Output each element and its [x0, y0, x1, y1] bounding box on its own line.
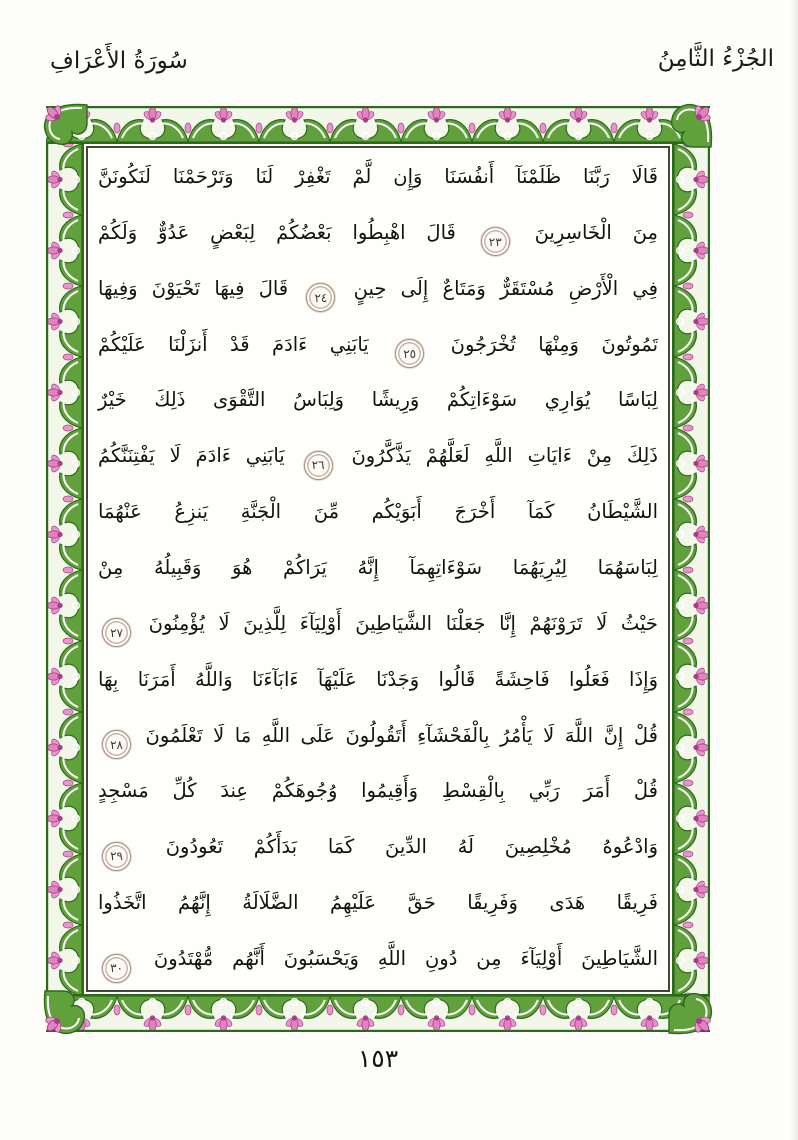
floral-corner-bottom-right: [667, 989, 717, 1039]
ayah-end-marker: ٢٣: [481, 227, 510, 256]
floral-corner-top-right: [667, 99, 717, 149]
quran-text-area: [98, 150, 658, 988]
ayah-end-marker: ٢٥: [395, 339, 424, 368]
scan-edge-shadow: [790, 0, 798, 1140]
ayah-end-marker: ٣٠: [102, 954, 131, 983]
ayah-end-marker: ٢٤: [306, 283, 335, 312]
ayah-end-marker: ٢٧: [102, 618, 131, 647]
text-frame: [86, 146, 670, 992]
ornamental-border: [46, 106, 710, 1032]
floral-border-left: [46, 144, 84, 994]
quran-line: فِي الْأَرْضِ مُسْتَقَرٌّ وَمَتَاعٌ إِلَى حِينٍ ٢٤ قَالَ فِيهَا تَحْيَوْنَ وَفِيهَا: [98, 262, 658, 318]
floral-border-top: [46, 106, 710, 144]
quran-line: لِبَاسَهُمَا لِيُرِيَهُمَا سَوْءَاتِهِمَآ إِنَّهُ يَرَاكُمْ هُوَ وَقَبِيلُهُ مِنْ: [98, 556, 658, 580]
ayah-end-marker: ٢٦: [304, 451, 333, 480]
quran-line: قُلْ إِنَّ اللَّهَ لَا يَأْمُرُ بِالْفَحْشَآءِ أَتَقُولُونَ عَلَى اللَّهِ مَا لَا تَعْلَمُونَ ٢٨: [98, 709, 658, 765]
quran-line: لِبَاسًا يُوَارِي سَوْءَاتِكُمْ وَرِيشًا وَلِبَاسُ التَّقْوَى ذَلِكَ خَيْرٌ: [98, 388, 658, 412]
ayah-end-marker: ٢٨: [102, 730, 131, 759]
quran-line: الشَّيْطَانُ كَمَآ أَخْرَجَ أَبَوَيْكُم مِّنَ الْجَنَّةِ يَنزِعُ عَنْهُمَا: [98, 500, 658, 524]
floral-border-right: [672, 144, 710, 994]
surah-title: سُورَةُ الأَعْرَافِ: [50, 48, 188, 74]
quran-line: قُلْ أَمَرَ رَبِّي بِالْقِسْطِ وَأَقِيمُوا وُجُوهَكُمْ عِندَ كُلِّ مَسْجِدٍ: [98, 779, 658, 803]
quran-line: فَرِيقًا هَدَى وَفَرِيقًا حَقَّ عَلَيْهِمُ الضَّلَالَةُ إِنَّهُمُ اتَّخَذُوا: [98, 891, 658, 915]
quran-line: مِنَ الْخَاسِرِينَ ٢٣ قَالَ اهْبِطُوا بَعْضُكُمْ لِبَعْضٍ عَدُوٌّ وَلَكُمْ: [98, 206, 658, 262]
floral-corner-top-left: [39, 99, 89, 149]
quran-line: حَيْثُ لَا تَرَوْنَهُمْ إِنَّا جَعَلْنَا الشَّيَاطِينَ أَوْلِيَآءَ لِلَّذِينَ لَا يُؤْمِنُونَ ٢٧: [98, 597, 658, 653]
quran-line: تَمُوتُونَ وَمِنْهَا تُخْرَجُونَ ٢٥ يَابَنِي ءَادَمَ قَدْ أَنزَلْنَا عَلَيْكُمْ: [98, 318, 658, 374]
quran-line: وَادْعُوهُ مُخْلِصِينَ لَهُ الدِّينَ كَمَا بَدَأَكُمْ تَعُودُونَ ٢٩: [98, 820, 658, 876]
page-number: ١٥٣: [357, 1044, 399, 1073]
ayah-end-marker: ٢٩: [102, 842, 131, 871]
floral-border-bottom: [46, 994, 710, 1032]
juz-title: الجُزْءُ الثَّامِنُ: [657, 46, 774, 72]
quran-line: الشَّيَاطِينَ أَوْلِيَآءَ مِن دُونِ اللَّهِ وَيَحْسَبُونَ أَنَّهُم مُّهْتَدُونَ ٣٠: [98, 932, 658, 988]
quran-line: قَالَا رَبَّنَا ظَلَمْنَآ أَنفُسَنَا وَإِن لَّمْ تَغْفِرْ لَنَا وَتَرْحَمْنَا لَنَكُونَنَّ: [98, 165, 658, 188]
quran-line: وَإِذَا فَعَلُوا فَاحِشَةً قَالُوا وَجَدْنَا عَلَيْهَآ ءَابَآءَنَا وَاللَّهُ أَمَرَنَا بِهَا: [98, 667, 658, 691]
floral-corner-bottom-left: [39, 989, 89, 1039]
quran-line: ذَلِكَ مِنْ ءَايَاتِ اللَّهِ لَعَلَّهُمْ يَذَّكَّرُونَ ٢٦ يَابَنِي ءَادَمَ لَا يَفْتِنَنَّكُمُ: [98, 429, 658, 485]
